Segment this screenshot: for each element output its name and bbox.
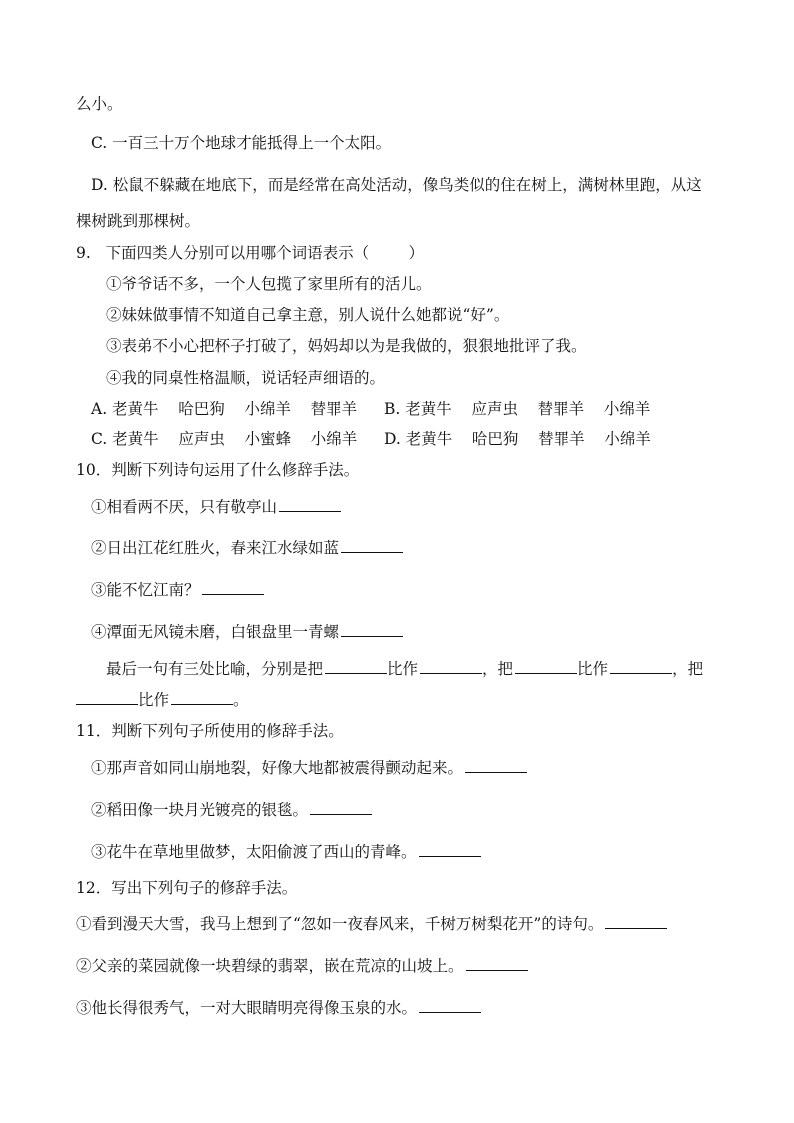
q10-5-text-d: 比作 — [577, 660, 609, 678]
question-11: 11．判断下列句子所使用的修辞手法。 — [76, 722, 344, 740]
q10-item-1 — [91, 497, 341, 517]
q10-5-text-c: ，把 — [482, 660, 514, 678]
q11-item-3 — [91, 842, 481, 862]
q10-item-4-text: ④潭面无风镜未磨，白银盘里一青螺 — [91, 623, 340, 641]
q10-item-2 — [91, 538, 403, 558]
q9-option-d: D. 老黄牛 哈巴狗 替罪羊 小绵羊 — [384, 430, 651, 448]
q11-item-2 — [91, 800, 372, 820]
q12-item-2 — [76, 956, 528, 976]
answer-blank[interactable] — [279, 497, 341, 512]
q9-item-1: ①爷爷话不多，一个人包揽了家里所有的活儿。 — [106, 275, 432, 293]
answer-blank[interactable] — [76, 690, 138, 705]
text-line: 棵树跳到那棵树。 — [76, 212, 201, 230]
q12-item-3-text: ③他长得很秀气，一对大眼睛明亮得像玉泉的水。 — [76, 999, 418, 1017]
q11-item-1 — [91, 758, 527, 778]
answer-blank[interactable] — [171, 690, 233, 705]
q9-item-4: ④我的同桌性格温顺，说话轻声细语的。 — [106, 369, 386, 387]
q10-item-1-text: ①相看两不厌，只有敬亭山 — [91, 498, 278, 516]
q9-item-2: ②妹妹做事情不知道自己拿主意，别人说什么她都说“好”。 — [106, 306, 510, 324]
option-c-text: C. 一百三十万个地球才能抵得上一个太阳。 — [91, 134, 392, 152]
q11-item-1-text: ①那声音如同山崩地裂，好像大地都被震得颤动起来。 — [91, 759, 464, 777]
question-10: 10．判断下列诗句运用了什么修辞手法。 — [76, 461, 360, 479]
answer-blank[interactable] — [325, 659, 387, 674]
answer-blank[interactable] — [202, 580, 264, 595]
q10-item-6 — [76, 690, 249, 710]
answer-blank[interactable] — [465, 758, 527, 773]
q10-6-text-b: 。 — [233, 691, 249, 709]
q10-6-text-a: 比作 — [138, 691, 170, 709]
q10-5-text-a: 最后一句有三处比喻，分别是把 — [106, 660, 324, 678]
q12-item-2-text: ②父亲的菜园就像一块碧绿的翡翠，嵌在荒凉的山坡上。 — [76, 957, 464, 975]
answer-blank[interactable] — [466, 956, 528, 971]
q10-item-2-text: ②日出江花红胜火，春来江水绿如蓝 — [91, 539, 340, 557]
q10-item-4 — [91, 622, 403, 642]
q9-option-c: C. 老黄牛 应声虫 小蜜蜂 小绵羊 — [91, 430, 358, 448]
answer-blank[interactable] — [420, 659, 482, 674]
q10-item-3 — [91, 580, 264, 600]
q9-option-b: B. 老黄牛 应声虫 替罪羊 小绵羊 — [384, 400, 651, 418]
q9-option-a: A. 老黄牛 哈巴狗 小绵羊 替罪羊 — [91, 400, 358, 418]
q11-item-2-text: ②稻田像一块月光镀亮的银毯。 — [91, 801, 309, 819]
q10-item-3-text: ③能不忆江南？ — [91, 581, 200, 599]
answer-blank[interactable] — [341, 622, 403, 637]
answer-blank[interactable] — [341, 538, 403, 553]
question-9: 9. 下面四类人分别可以用哪个词语表示（ ） — [76, 244, 424, 262]
answer-blank[interactable] — [419, 998, 481, 1013]
answer-blank[interactable] — [605, 914, 667, 929]
text-line: 么小。 — [76, 95, 123, 113]
q10-item-5 — [106, 659, 703, 679]
q11-item-3-text: ③花牛在草地里做梦，太阳偷渡了西山的青峰。 — [91, 843, 417, 861]
answer-blank[interactable] — [310, 800, 372, 815]
answer-blank[interactable] — [515, 659, 577, 674]
q12-item-1-text: ①看到漫天大雪，我马上想到了“忽如一夜春风来，千树万树梨花开”的诗句。 — [76, 915, 604, 933]
answer-blank[interactable] — [610, 659, 672, 674]
option-d-text: D. 松鼠不躲藏在地底下，而是经常在高处活动，像鸟类似的住在树上，满树林里跑，从这 — [91, 176, 702, 194]
q10-5-text-b: 比作 — [387, 660, 419, 678]
q9-item-3: ③表弟不小心把杯子打破了，妈妈却以为是我做的，狠狠地批评了我。 — [106, 337, 587, 355]
question-12: 12．写出下列句子的修辞手法。 — [76, 879, 298, 897]
q12-item-1 — [76, 914, 667, 934]
q10-5-text-e: ，把 — [672, 660, 704, 678]
q12-item-3 — [76, 998, 481, 1018]
answer-blank[interactable] — [419, 842, 481, 857]
